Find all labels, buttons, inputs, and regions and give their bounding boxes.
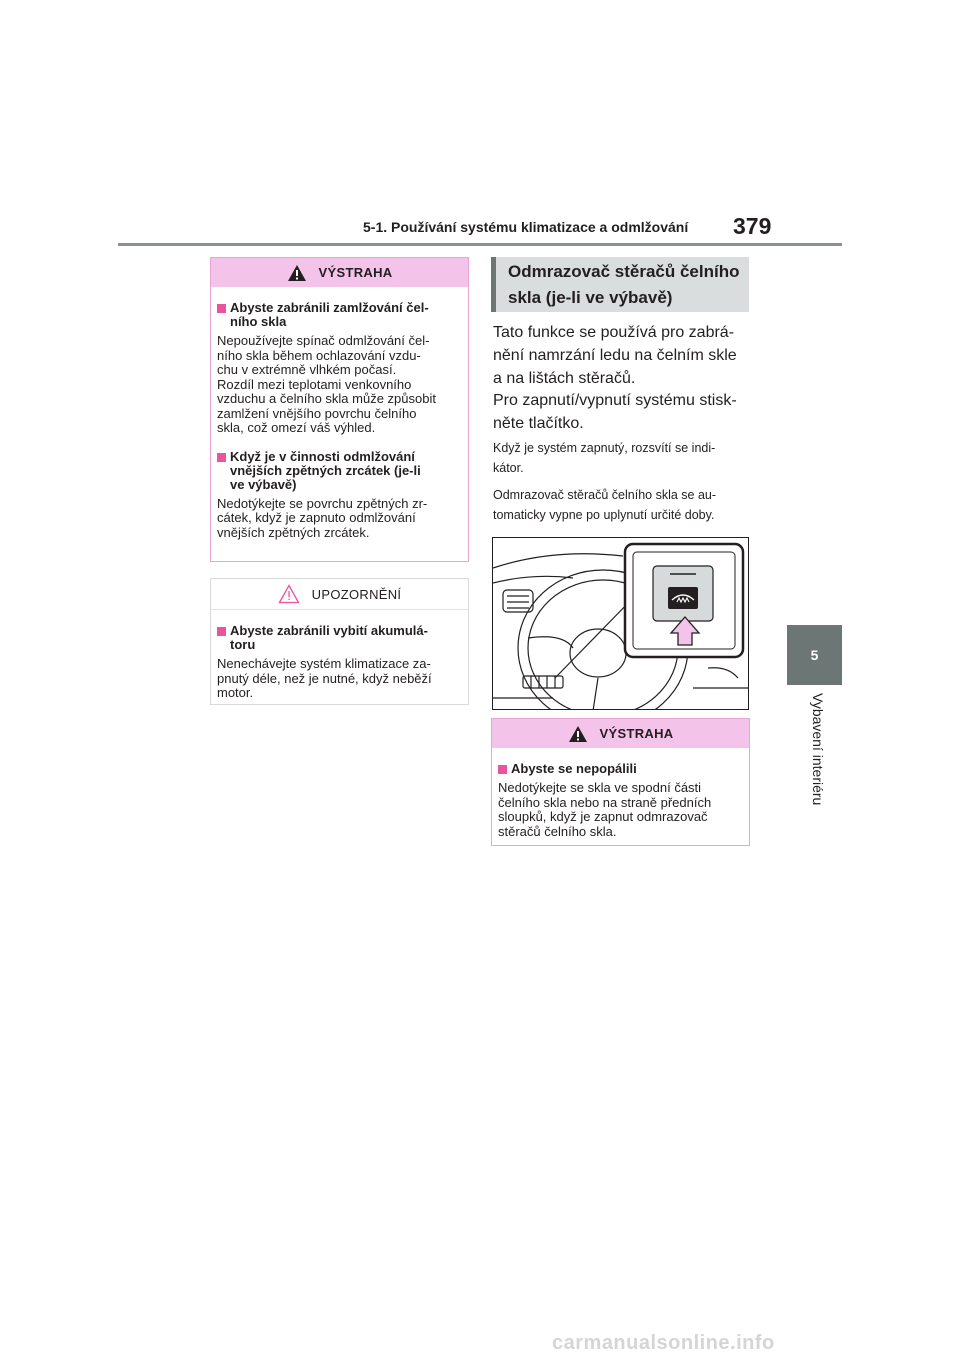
watermark: carmanualsonline.info [552,1332,775,1354]
caution-triangle-outline-icon [278,584,300,604]
note-paragraph: Když je systém zapnutý, rozsvítí se indi- kátor. [493,441,716,475]
pink-square-bullet-icon [498,765,507,774]
dashboard-illustration [492,537,749,710]
warning-item-title [498,762,739,776]
warning-box-header [211,258,468,287]
dashboard-line-drawing [493,538,749,710]
header-rule [118,243,842,246]
chapter-tab [787,625,842,685]
pink-square-bullet-icon [217,627,226,636]
warning-box-left [210,257,469,562]
note-paragraph: Odmrazovač stěračů čelního skla se au- tomaticky vypne po uplynutí určité doby. [493,488,717,522]
section-heading: Odmrazovač stěračů čelního skla (je-li ve výbavě) [491,257,749,312]
caution-box-heading: UPOZORNĚNÍ [311,586,402,602]
caution-box-header [211,579,468,610]
warning-box-header [492,719,749,748]
warning-triangle-icon [568,725,588,743]
page-number: 379 [733,213,772,239]
warning-item-title [217,450,458,492]
pink-square-bullet-icon [217,453,226,462]
warning-item-title-text: Abyste zabránili zamlžování čel- ního skla [230,300,429,329]
warning-item-text: Nedotýkejte se skla ve spodní části čelního skla nebo na straně předních sloupků, když je zapnut odmrazovač stěračů čelního skla. [498,780,712,839]
body-paragraph: Tato funkce se používá pro zabrá- nění namrzání ledu na čelním skle a na lištách stěračů. [493,324,737,387]
warning-box-heading: VÝSTRAHA [599,726,674,741]
warning-item-text: Nepoužívejte spínač odmlžování čel- ního skla během ochlazování vzdu- chu v extrémně vlhkém počasí. Rozdíl mezi teplotami venkovního vzduchu a čelního skla může způsobit zamlžení vnějšího povrchu čelního skla, což omezí váš výhled. [217,333,436,435]
warning-triangle-icon [287,264,307,282]
pink-square-bullet-icon [217,304,226,313]
caution-item-title [217,624,458,652]
caution-item-title-text: Abyste zabránili vybití akumulá- toru [230,623,428,652]
warning-box-heading: VÝSTRAHA [318,265,393,280]
body-paragraph: Pro zapnutí/vypnutí systému stisk- něte tlačítko. [493,392,737,432]
warning-item-title-text: Abyste se nepopálili [511,761,637,776]
chapter-label: Vybavení interiéru [810,693,826,806]
warning-item-title-text: Když je v činnosti odmlžování vnějších zpětných zrcátek (je-li ve výbavě) [230,448,421,492]
warning-box-right [491,718,750,846]
caution-box [210,578,469,705]
caution-item-text: Nenechávejte systém klimatizace za- pnutý déle, než je nutné, když neběží motor. [217,656,432,700]
warning-item-title [217,301,458,329]
warning-item-text: Nedotýkejte se povrchu zpětných zr- cátek, když je zapnuto odmlžování vnějších zpětných zrcátek. [217,495,428,540]
running-header-title: 5-1. Používání systému klimatizace a odmlžování [363,219,689,235]
chapter-number: 5 [810,647,819,663]
